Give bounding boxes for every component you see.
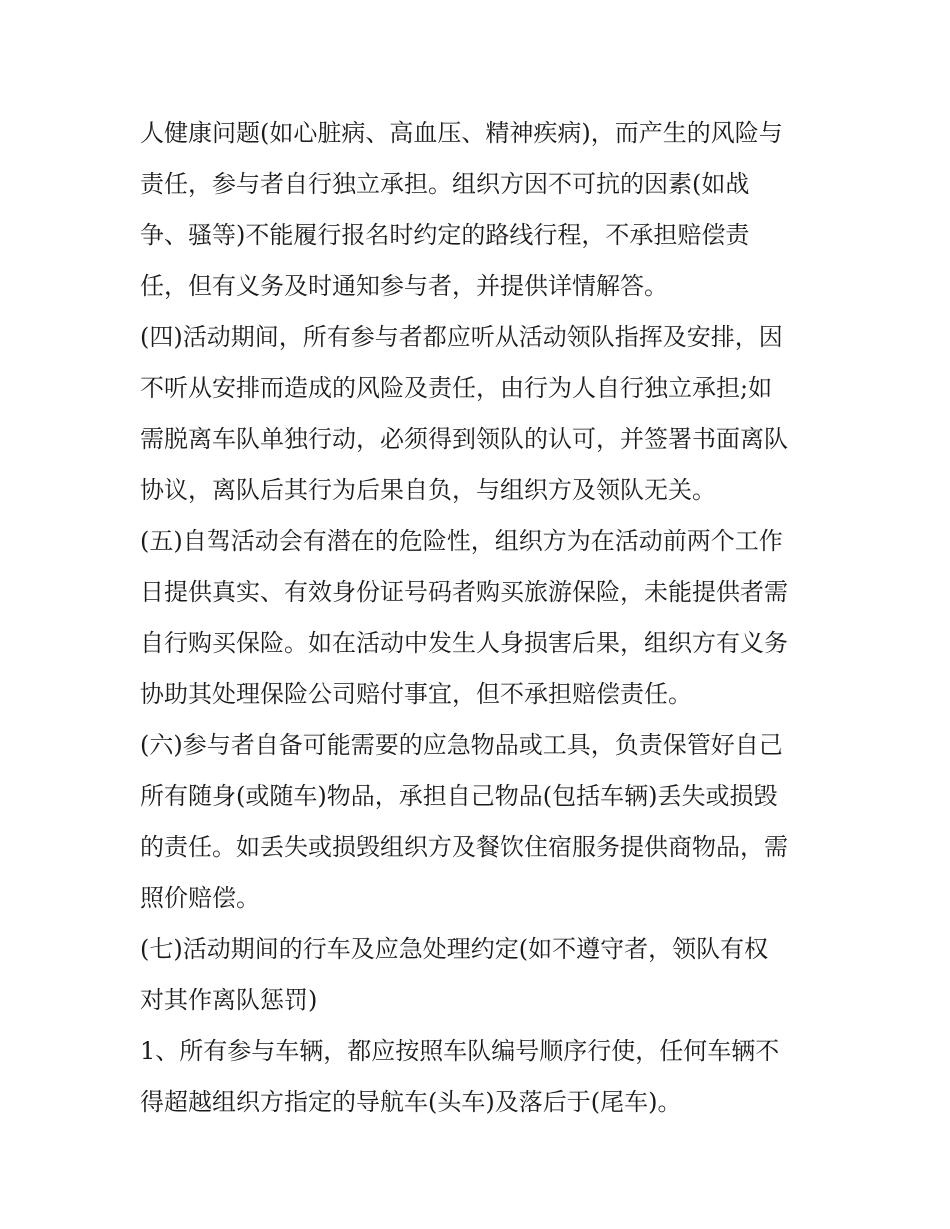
text-line: 得超越组织方指定的导航车(头车)及落后于(尾车)。: [140, 1088, 682, 1116]
text-line: (四)活动期间，所有参与者都应听从活动领队指挥及安排，因: [140, 323, 783, 351]
text-line: 自行购买保险。如在活动中发生人身损害后果，组织方有义务: [140, 629, 788, 657]
text-line: 协议，离队后其行为后果自负，与组织方及领队无关。: [140, 476, 716, 504]
text-line: 需脱离车队单独行动，必须得到领队的认可，并签署书面离队: [140, 425, 788, 453]
text-line: 所有随身(或随车)物品，承担自己物品(包括车辆)丢失或损毁: [140, 782, 778, 810]
text-line: (六)参与者自备可能需要的应急物品或工具，负责保管好自己: [140, 731, 783, 759]
text-line: 对其作离队惩罚): [140, 986, 318, 1014]
text-line: 照价赔偿。: [140, 884, 260, 912]
text-line: 人健康问题(如心脏病、高血压、精神疾病)，而产生的风险与: [140, 119, 783, 147]
text-line: (五)自驾活动会有潜在的危险性，组织方为在活动前两个工作: [140, 527, 783, 555]
text-line: 日提供真实、有效身份证号码者购买旅游保险，未能提供者需: [140, 578, 788, 606]
text-line: 的责任。如丢失或损毁组织方及餐饮住宿服务提供商物品，需: [140, 833, 788, 861]
text-line: (七)活动期间的行车及应急处理约定(如不遵守者，领队有权: [140, 935, 769, 963]
text-line: 任，但有义务及时通知参与者，并提供详情解答。: [140, 272, 668, 300]
document-body: [140, 108, 830, 1128]
text-line: 争、骚等)不能履行报名时约定的路线行程，不承担赔偿责: [140, 221, 750, 249]
text-line: 不听从安排而造成的风险及责任，由行为人自行独立承担;如: [140, 374, 773, 402]
text-line: 责任，参与者自行独立承担。组织方因不可抗的因素(如战: [140, 170, 750, 198]
text-line: 协助其处理保险公司赔付事宜，但不承担赔偿责任。: [140, 680, 692, 708]
text-line: 1、所有参与车辆，都应按照车队编号顺序行使，任何车辆不: [140, 1037, 780, 1065]
